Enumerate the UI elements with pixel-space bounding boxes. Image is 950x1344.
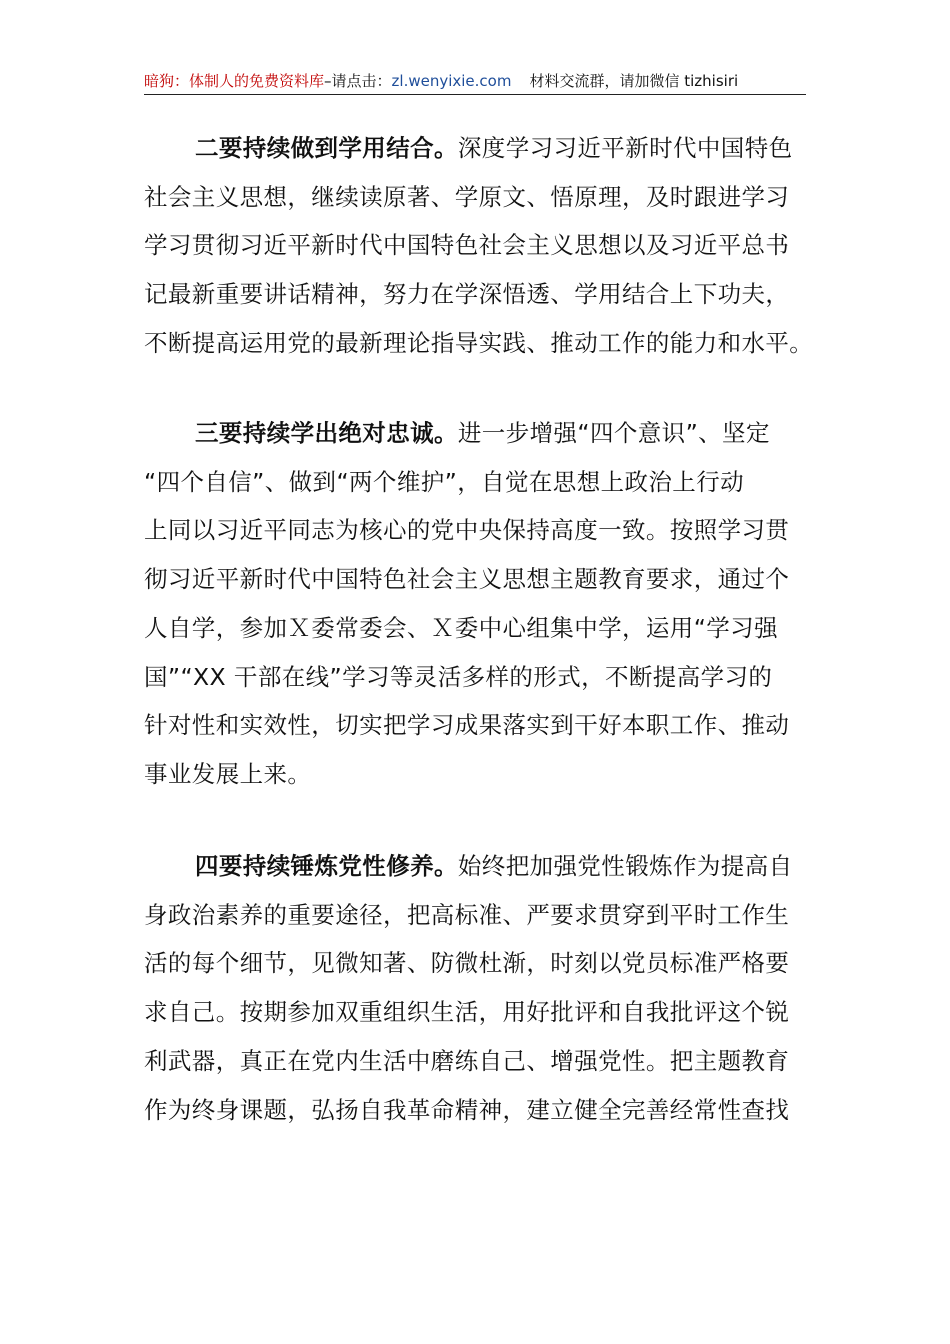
paragraph-text: 进一步增强“四个意识”、坚定: [457, 419, 770, 447]
paragraph-absolute-loyalty: [144, 409, 806, 799]
paragraph-line: 记最新重要讲话精神，努力在学深悟透、学用结合上下功夫，: [144, 280, 790, 309]
paragraph-line: 上同以习近平同志为核心的党中央保持高度一致。按照学习贯: [144, 516, 790, 545]
header-prompt: –请点击：: [324, 72, 392, 90]
page-header: [144, 70, 806, 95]
paragraph-line: 针对性和实效性，切实把学习成果落实到干好本职工作、推动: [144, 711, 790, 740]
paragraph-line: 利武器，真正在党内生活中磨练自己、增强党性。把主题教育: [144, 1046, 790, 1075]
header-url-link[interactable]: zl.wenyixie.com: [391, 72, 512, 90]
paragraph-line: 作为终身课题，弘扬自我革命精神，建立健全完善经常性查找: [144, 1095, 790, 1124]
header-group-note: 材料交流群，请加微信 tizhisiri: [529, 72, 739, 90]
paragraph-heading: 二要持续做到学用结合。: [195, 134, 458, 162]
paragraph-line: 身政治素养的重要途径，把高标准、严要求贯穿到平时工作生: [144, 900, 790, 929]
paragraph-first-line: [144, 409, 806, 458]
paragraph-first-line: [144, 124, 806, 173]
paragraph-line: 事业发展上来。: [144, 759, 312, 788]
paragraph-first-line: [144, 842, 806, 891]
paragraph-line: 人自学，参加Ｘ委常委会、Ｘ委中心组集中学，运用“学习强: [144, 613, 778, 642]
paragraph-line: 彻习近平新时代中国特色社会主义思想主题教育要求，通过个: [144, 565, 790, 594]
paragraph-text: 始终把加强党性锻炼作为提高自: [457, 852, 793, 880]
paragraph-line: 社会主义思想，继续读原著、学原文、悟原理，及时跟进学习: [144, 182, 790, 211]
paragraph-text: 深度学习习近平新时代中国特色: [457, 134, 793, 162]
paragraph-line: 活的每个细节，见微知著、防微杜渐，时刻以党员标准严格要: [144, 949, 790, 978]
paragraph-study-application: [144, 124, 814, 368]
paragraph-heading: 三要持续学出绝对忠诚。: [195, 419, 458, 447]
paragraph-heading: 四要持续锤炼党性修养。: [195, 852, 458, 880]
paragraph-line: “四个自信”、做到“两个维护”，自觉在思想上政治上行动: [144, 467, 744, 496]
paragraph-line: 求自己。按期参加双重组织生活，用好批评和自我批评这个锐: [144, 998, 790, 1027]
paragraph-line: 不断提高运用党的最新理论指导实践、推动工作的能力和水平。: [144, 328, 814, 357]
header-site-name[interactable]: 暗狗：体制人的免费资料库: [144, 72, 325, 90]
paragraph-line: 学习贯彻习近平新时代中国特色社会主义思想以及习近平总书: [144, 231, 790, 260]
paragraph-party-spirit: [144, 842, 806, 1134]
paragraph-line: 国”“XX 干部在线”学习等灵活多样的形式，不断提高学习的: [144, 662, 773, 691]
